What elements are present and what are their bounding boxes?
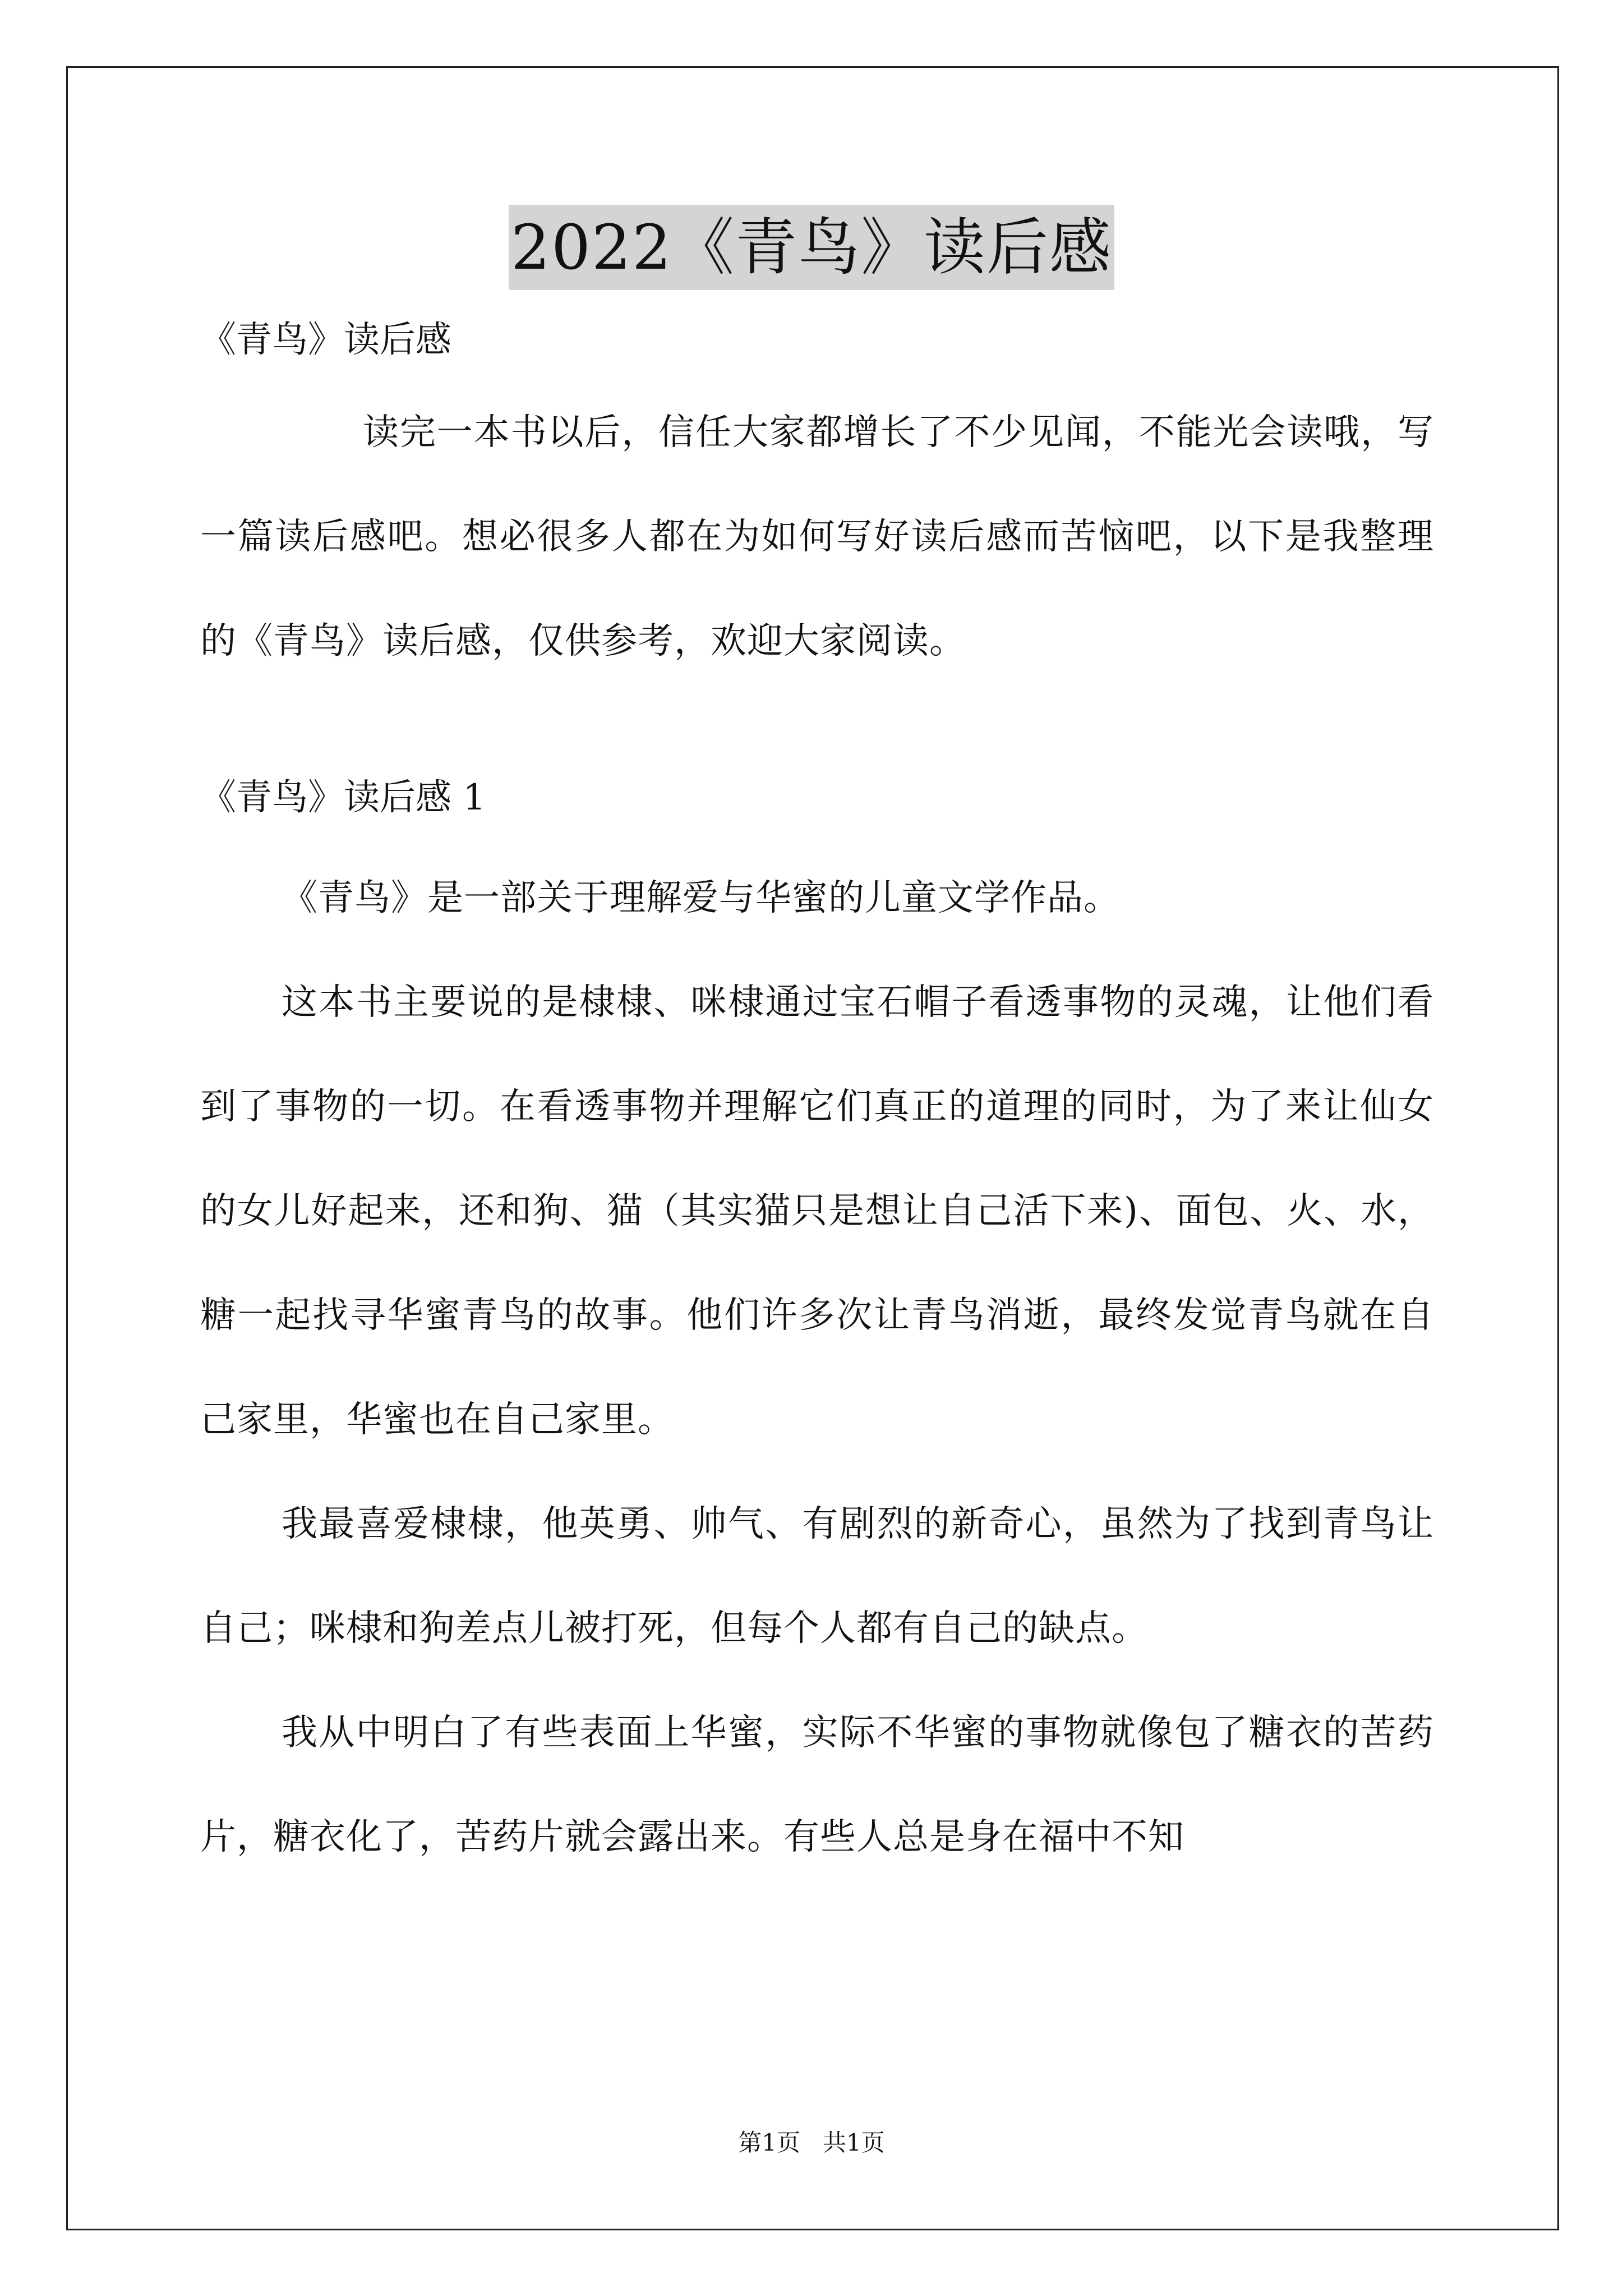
page-total: 共1页: [823, 2129, 885, 2156]
page-footer: [0, 2126, 1623, 2160]
title-container: [0, 205, 1623, 290]
document-title: 2022《青鸟》读后感: [509, 205, 1114, 290]
body-paragraph: 我从中明白了有些表面上华蜜，实际不华蜜的事物就像包了糖衣的苦药片，糖衣化了，苦药片就会露出来。有些人总是身在福中不知: [200, 1712, 1434, 1858]
body-paragraph: 《青鸟》是一部关于理解爱与华蜜的儿童文学作品。: [282, 877, 1120, 919]
page-number: 第1页: [738, 2129, 800, 2156]
intro-paragraph: 读完一本书以后，信任大家都增长了不少见闻，不能光会读哦，写一篇读后感吧。想必很多人都在为如何写好读后感而苦恼吧，以下是我整理的《青鸟》读后感，仅供参考，欢迎大家阅读。: [200, 412, 1434, 662]
document-body: [200, 314, 1434, 1889]
document-subtitle: 《青鸟》读后感: [200, 319, 451, 361]
body-paragraph: 这本书主要说的是棣棣、咪棣通过宝石帽子看透事物的灵魂，让他们看到了事物的一切。在看透事物并理解它们真正的道理的同时，为了来让仙女的女儿好起来，还和狗、猫（其实猫只是想让自己活下来)、面包、火、水，糖一起找寻华蜜青鸟的故事。他们许多次让青鸟消逝，最终发觉青鸟就在自己家里，华蜜也在自己家里。: [200, 982, 1434, 1441]
section-heading: 《青鸟》读后感 1: [200, 777, 486, 818]
body-paragraph: 我最喜爱棣棣，他英勇、帅气、有剧烈的新奇心，虽然为了找到青鸟让自己；咪棣和狗差点儿被打死，但每个人都有自己的缺点。: [200, 1503, 1434, 1649]
